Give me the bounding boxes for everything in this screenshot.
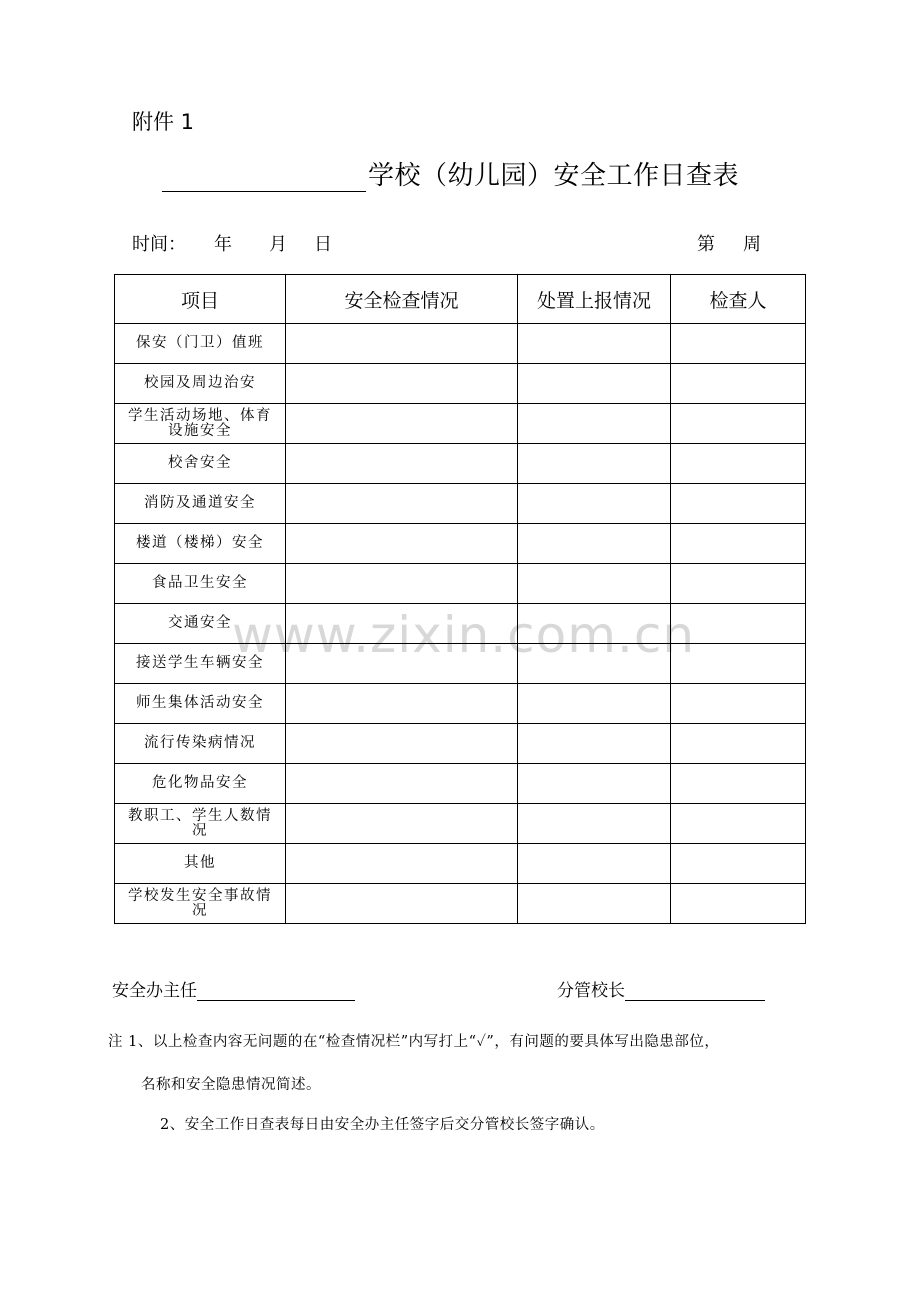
watermark: www.zixin.com.cn	[232, 606, 696, 664]
table-row	[115, 484, 806, 524]
table-row	[115, 644, 806, 684]
check-status-cell[interactable]	[286, 564, 518, 604]
table-row	[115, 564, 806, 604]
row-item-label: 师生集体活动安全	[115, 684, 286, 724]
check-status-cell[interactable]	[286, 444, 518, 484]
row-item-label: 学校发生安全事故情况	[115, 884, 286, 924]
row-item-label: 危化物品安全	[115, 764, 286, 804]
month-label: 月	[269, 234, 287, 255]
check-status-cell[interactable]	[286, 804, 518, 844]
handling-report-cell[interactable]	[518, 524, 671, 564]
check-status-cell[interactable]	[286, 684, 518, 724]
row-item-label: 学生活动场地、体育设施安全	[115, 404, 286, 444]
handling-report-cell[interactable]	[518, 644, 671, 684]
inspector-cell[interactable]	[671, 804, 806, 844]
table-row	[115, 524, 806, 564]
inspector-cell[interactable]	[671, 844, 806, 884]
handling-report-cell[interactable]	[518, 324, 671, 364]
check-status-cell[interactable]	[286, 604, 518, 644]
handling-report-cell[interactable]	[518, 404, 671, 444]
check-status-cell[interactable]	[286, 724, 518, 764]
table-row	[115, 804, 806, 844]
row-item-label: 消防及通道安全	[115, 484, 286, 524]
inspector-cell[interactable]	[671, 604, 806, 644]
table-row	[115, 324, 806, 364]
row-item-label: 流行传染病情况	[115, 724, 286, 764]
table-header-row	[115, 275, 806, 324]
inspector-cell[interactable]	[671, 484, 806, 524]
row-item-label: 交通安全	[115, 604, 286, 644]
note-1-continued: 名称和安全隐患情况简述。	[141, 1077, 321, 1093]
week-prefix: 第	[697, 234, 715, 255]
principal-label: 分管校长	[557, 981, 625, 1001]
director-signature	[112, 976, 355, 1001]
handling-report-cell[interactable]	[518, 564, 671, 604]
check-status-cell[interactable]	[286, 324, 518, 364]
row-item-label: 校舍安全	[115, 444, 286, 484]
handling-report-cell[interactable]	[518, 804, 671, 844]
check-status-cell[interactable]	[286, 844, 518, 884]
safety-check-table	[114, 274, 806, 924]
table-row	[115, 844, 806, 884]
principal-signature-line[interactable]	[625, 980, 765, 1001]
row-item-label: 教职工、学生人数情况	[115, 804, 286, 844]
handling-report-cell[interactable]	[518, 484, 671, 524]
table-row	[115, 364, 806, 404]
page-title	[162, 152, 739, 192]
check-status-cell[interactable]	[286, 524, 518, 564]
row-item-label: 食品卫生安全	[115, 564, 286, 604]
row-item-label: 保安（门卫）值班	[115, 324, 286, 364]
check-status-cell[interactable]	[286, 484, 518, 524]
table-row	[115, 764, 806, 804]
handling-report-cell[interactable]	[518, 604, 671, 644]
inspector-cell[interactable]	[671, 764, 806, 804]
row-item-label: 校园及周边治安	[115, 364, 286, 404]
check-status-cell[interactable]	[286, 884, 518, 924]
handling-report-cell[interactable]	[518, 364, 671, 404]
year-label: 年	[214, 234, 232, 255]
table-row	[115, 884, 806, 924]
table-row	[115, 444, 806, 484]
time-label: 时间：	[132, 234, 186, 255]
inspector-cell[interactable]	[671, 324, 806, 364]
inspector-cell[interactable]	[671, 524, 806, 564]
principal-signature	[557, 976, 765, 1001]
check-status-cell[interactable]	[286, 644, 518, 684]
check-status-cell[interactable]	[286, 404, 518, 444]
note-1: 注 1、以上检查内容无问题的在“检查情况栏”内写打上“✓”，有问题的要具体写出隐患部位，	[108, 1034, 720, 1050]
header-item: 项目	[115, 275, 286, 324]
inspector-cell[interactable]	[671, 884, 806, 924]
row-item-label: 楼道（楼梯）安全	[115, 524, 286, 564]
header-handling-report: 处置上报情况	[518, 275, 671, 324]
row-item-label: 接送学生车辆安全	[115, 644, 286, 684]
handling-report-cell[interactable]	[518, 724, 671, 764]
inspector-cell[interactable]	[671, 444, 806, 484]
inspector-cell[interactable]	[671, 364, 806, 404]
handling-report-cell[interactable]	[518, 884, 671, 924]
day-label: 日	[314, 234, 332, 255]
inspector-cell[interactable]	[671, 644, 806, 684]
handling-report-cell[interactable]	[518, 684, 671, 724]
header-inspector: 检查人	[671, 275, 806, 324]
inspector-cell[interactable]	[671, 684, 806, 724]
attachment-label: 附件 1	[132, 110, 195, 134]
table-row	[115, 604, 806, 644]
director-label: 安全办主任	[112, 981, 197, 1001]
week-line	[697, 230, 761, 256]
table-row	[115, 724, 806, 764]
inspector-cell[interactable]	[671, 564, 806, 604]
check-status-cell[interactable]	[286, 364, 518, 404]
school-name-blank[interactable]	[162, 161, 366, 192]
handling-report-cell[interactable]	[518, 764, 671, 804]
title-text: 学校（幼儿园）安全工作日查表	[368, 161, 740, 191]
note-2: 2、安全工作日查表每日由安全办主任签字后交分管校长签字确认。	[160, 1117, 605, 1133]
table-row	[115, 404, 806, 444]
handling-report-cell[interactable]	[518, 844, 671, 884]
header-check-status: 安全检查情况	[286, 275, 518, 324]
director-signature-line[interactable]	[197, 980, 355, 1001]
table-row	[115, 684, 806, 724]
inspector-cell[interactable]	[671, 724, 806, 764]
row-item-label: 其他	[115, 844, 286, 884]
date-line	[132, 230, 332, 256]
check-status-cell[interactable]	[286, 764, 518, 804]
handling-report-cell[interactable]	[518, 444, 671, 484]
week-suffix: 周	[743, 234, 761, 255]
inspector-cell[interactable]	[671, 404, 806, 444]
